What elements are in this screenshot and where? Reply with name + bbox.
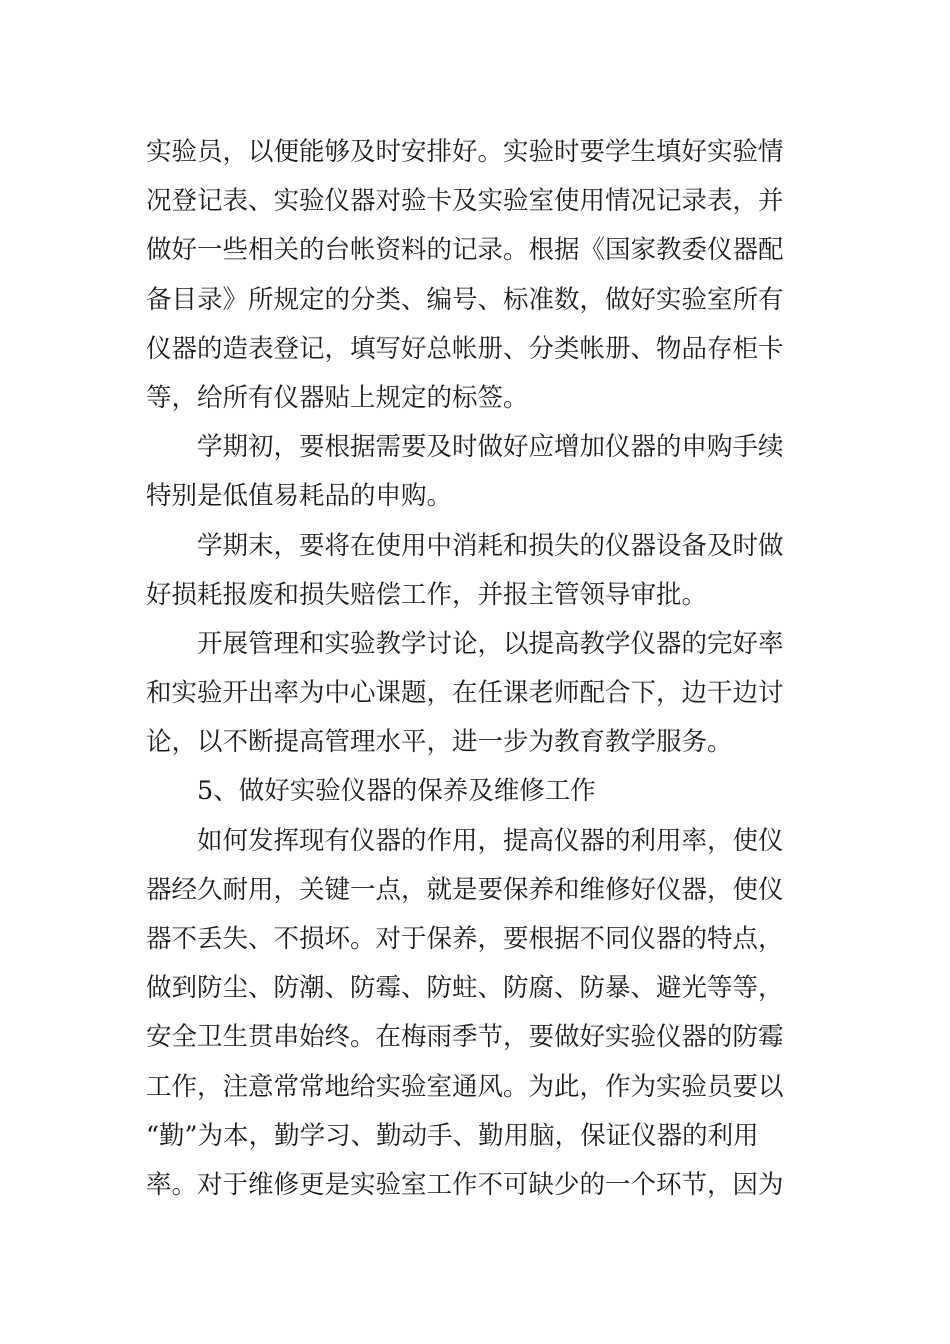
paragraph-first-line: 学期末，要将在使用中消耗和损失的仪器设备及时做 [197,530,784,561]
text-line: 备目录》所规定的分类、编号、标准数，做好实验室所有 [146,284,784,315]
paragraph-first-line: 开展管理和实验教学讨论，以提高教学仪器的完好率 [197,628,784,659]
text-line: 做好一些相关的台帐资料的记录。根据《国家教委仪器配 [146,235,784,266]
text-line: 仪器的造表登记，填写好总帐册、分类帐册、物品存柜卡 [146,333,784,364]
text-line: “勤”为本，勤学习、勤动手、勤用脑，保证仪器的利用 [146,1120,759,1151]
text-line: 特别是低值易耗品的申购。 [146,481,453,512]
text-line: 安全卫生贯串始终。在梅雨季节，要做好实验仪器的防霉 [146,1022,784,1053]
body-text [146,128,808,1210]
text-line: 论，以不断提高管理水平，进一步为教育教学服务。 [146,727,733,758]
text-line: 好损耗报废和损失赔偿工作，并报主管领导审批。 [146,579,708,610]
text-line: 工作，注意常常地给实验室通风。为此，作为实验员要以 [146,1071,784,1102]
paragraph-first-line: 5、做好实验仪器的保养及维修工作 [197,776,596,807]
text-line: 器不丢失、不损坏。对于保养，要根据不同仪器的特点， [146,924,784,954]
text-line: 况登记表、实验仪器对验卡及实验室使用情况记录表，并 [146,186,784,217]
text-line: 实验员，以便能够及时安排好。实验时要学生填好实验情 [146,137,784,167]
paragraph-first-line: 如何发挥现有仪器的作用，提高仪器的利用率，使仪 [197,825,784,856]
paragraph-first-line: 学期初，要根据需要及时做好应增加仪器的申购手续 [197,432,784,463]
text-line: 和实验开出率为中心课题，在任课老师配合下，边干边讨 [146,678,784,709]
text-line: 做到防尘、防潮、防霉、防蛀、防腐、防暴、避光等等， [146,973,784,1004]
text-line: 等，给所有仪器贴上规定的标签。 [146,382,529,413]
text-line: 率。对于维修更是实验室工作不可缺少的一个环节，因为 [146,1169,784,1200]
text-line: 器经久耐用，关键一点，就是要保养和维修好仪器，使仪 [146,874,784,905]
